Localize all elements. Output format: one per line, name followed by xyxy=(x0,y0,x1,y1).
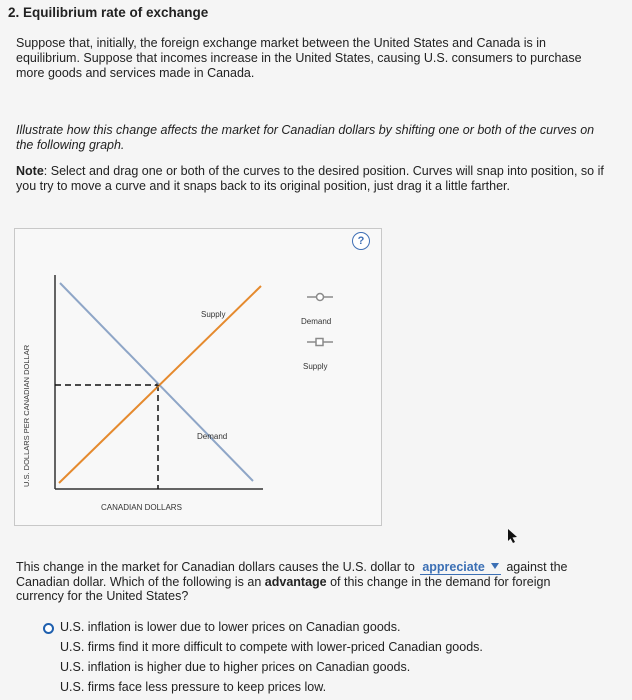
legend-supply-label: Supply xyxy=(303,362,328,371)
followup-question xyxy=(16,560,576,603)
followup-text-after-3: of this change in the demand for foreign currency for the United States? xyxy=(16,575,551,603)
question-note xyxy=(16,164,606,194)
y-axis-label: U.S. DOLLARS PER CANADIAN DOLLAR xyxy=(22,344,31,487)
answer-option-text: U.S. firms face less pressure to keep prices low. xyxy=(60,680,327,694)
demand-curve-label: Demand xyxy=(197,432,228,441)
legend-demand-tool[interactable] xyxy=(301,294,333,327)
help-icon[interactable]: ? xyxy=(352,232,370,250)
radio-icon[interactable] xyxy=(43,623,54,634)
equilibrium-marker: + xyxy=(154,381,160,392)
answer-option-text: U.S. inflation is lower due to lower prices on Canadian goods. xyxy=(60,620,401,634)
legend-demand-label: Demand xyxy=(301,317,332,326)
followup-text-before: This change in the market for Canadian dollars causes the U.S. dollar to xyxy=(16,560,415,574)
dropdown-value: appreciate xyxy=(422,560,485,574)
answer-option-text: U.S. firms find it more difficult to compete with lower-priced Canadian goods. xyxy=(60,640,483,654)
chevron-down-icon xyxy=(491,563,499,569)
answer-option[interactable] xyxy=(60,677,483,697)
demand-tool-icon[interactable] xyxy=(317,294,324,301)
answer-option-text: U.S. inflation is higher due to higher prices on Canadian goods. xyxy=(60,660,411,674)
answer-option[interactable] xyxy=(60,617,483,637)
question-intro: Suppose that, initially, the foreign exchange market between the United States and Canada is in equilibrium. Suppose that incomes increase in the United States, causing U.S. consumers to purchase more goods and services made in Canada. xyxy=(16,36,582,80)
market-graph xyxy=(15,229,381,525)
graph-panel xyxy=(14,228,382,526)
answer-option[interactable] xyxy=(60,637,483,657)
followup-text-after-2: the Canadian dollar. Which of the following is an xyxy=(16,560,568,589)
supply-tool-icon[interactable] xyxy=(316,339,323,346)
supply-curve-label: Supply xyxy=(201,310,226,319)
answer-options xyxy=(60,617,483,697)
legend-supply-tool[interactable] xyxy=(303,339,333,372)
x-axis-label: CANADIAN DOLLARS xyxy=(101,503,182,512)
note-text: : Select and drag one or both of the curves to the desired position. Curves will snap into position, so if you try to move a curve and it snaps back to its original position, just drag it a little farther. xyxy=(16,164,604,193)
question-title: 2. Equilibrium rate of exchange xyxy=(8,5,209,20)
followup-bold-word: advantage xyxy=(264,575,327,589)
answer-option[interactable] xyxy=(60,657,483,677)
note-label: Note xyxy=(16,164,44,178)
followup-text-after-1: against xyxy=(506,560,547,574)
appreciation-dropdown[interactable] xyxy=(420,560,501,575)
question-instruction: Illustrate how this change affects the market for Canadian dollars by shifting one or both of the curves on the following graph. xyxy=(16,123,595,152)
mouse-cursor-icon xyxy=(505,528,519,544)
